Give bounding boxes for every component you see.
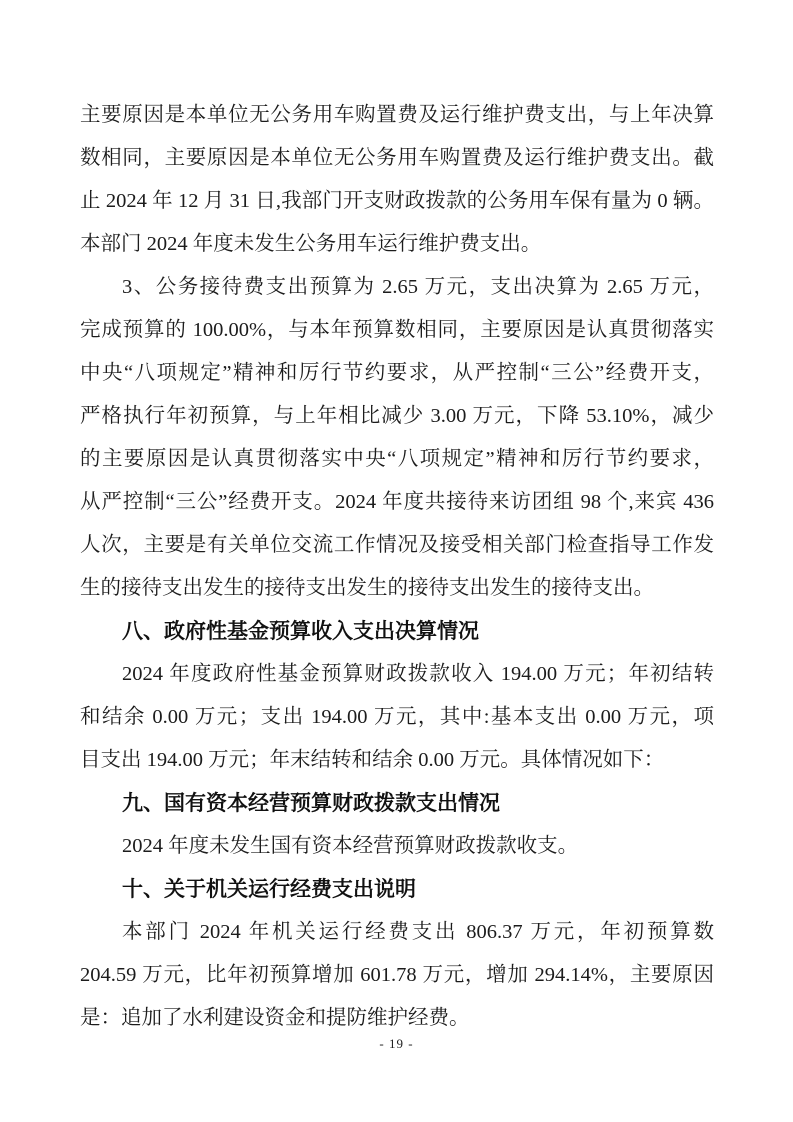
paragraph-line: 中央“八项规定”精神和厉行节约要求，从严控制“三公”经费开支，	[80, 362, 714, 384]
paragraph-line: 生的接待支出发生的接待支出发生的接待支出发生的接待支出。	[80, 577, 654, 599]
paragraph-line: 2024 年度政府性基金预算财政拨款收入 194.00 万元；年初结转	[122, 663, 714, 685]
paragraph-line: 是：追加了水利建设资金和提防维护经费。	[80, 1007, 470, 1029]
paragraph-line: 完成预算的 100.00%，与本年预算数相同，主要原因是认真贯彻落实	[80, 319, 714, 341]
section-heading-8: 八、政府性基金预算收入支出决算情况	[122, 620, 479, 643]
paragraph-line: 主要原因是本单位无公务用车购置费及运行维护费支出，与上年决算	[80, 104, 714, 126]
section-heading-9: 九、国有资本经营预算财政拨款支出情况	[122, 792, 500, 815]
paragraph-line: 从严控制“三公”经费开支。2024 年度共接待来访团组 98 个,来宾 436	[80, 491, 714, 513]
paragraph-line: 人次，主要是有关单位交流工作情况及接受相关部门检查指导工作发	[80, 534, 714, 556]
paragraph-line: 3、公务接待费支出预算为 2.65 万元，支出决算为 2.65 万元，	[122, 276, 714, 298]
paragraph-line: 数相同，主要原因是本单位无公务用车购置费及运行维护费支出。截	[80, 147, 714, 169]
document-body	[80, 94, 714, 1040]
paragraph-line: 止 2024 年 12 月 31 日,我部门开支财政拨款的公务用车保有量为 0 辆。	[80, 190, 714, 212]
paragraph-line: 严格执行年初预算，与上年相比减少 3.00 万元，下降 53.10%，减少	[80, 405, 714, 427]
page-number: - 19 -	[379, 1036, 414, 1051]
section-heading-10: 十、关于机关运行经费支出说明	[122, 878, 416, 901]
paragraph-line: 目支出 194.00 万元；年末结转和结余 0.00 万元。具体情况如下：	[80, 749, 665, 771]
paragraph-line: 2024 年度未发生国有资本经营预算财政拨款收支。	[122, 835, 579, 857]
paragraph-line: 本部门 2024 年机关运行经费支出 806.37 万元，年初预算数	[122, 921, 714, 943]
paragraph-line: 204.59 万元，比年初预算增加 601.78 万元，增加 294.14%，主要原因	[80, 964, 714, 986]
paragraph-line: 的主要原因是认真贯彻落实中央“八项规定”精神和厉行节约要求，	[80, 448, 714, 470]
paragraph-line: 和结余 0.00 万元；支出 194.00 万元，其中:基本支出 0.00 万元，项	[80, 706, 714, 728]
paragraph-line: 本部门 2024 年度未发生公务用车运行维护费支出。	[80, 233, 542, 255]
